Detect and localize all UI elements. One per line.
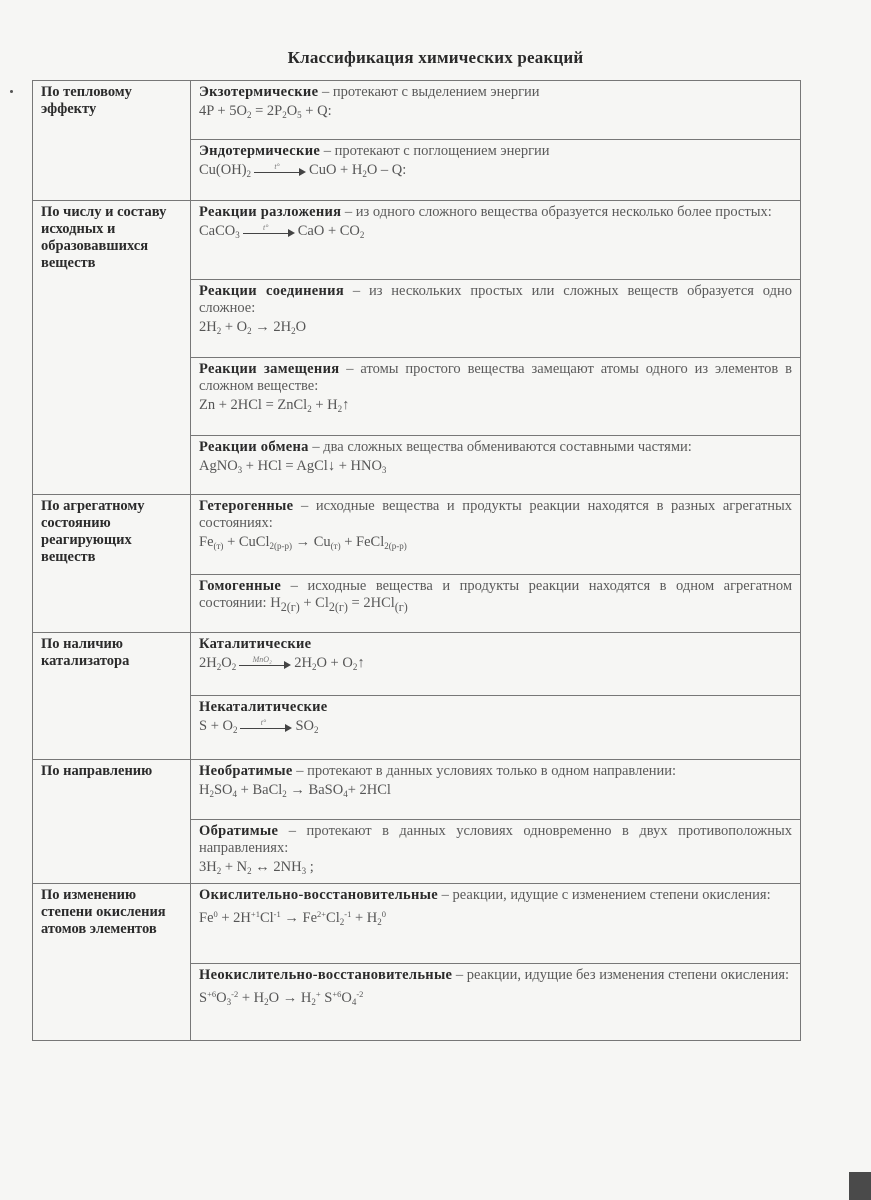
- equation-reactants: CaCO$_3$: [199, 223, 240, 240]
- reaction-equation: [199, 397, 792, 418]
- reaction-equation: [199, 534, 792, 555]
- reaction-type-cell: [191, 760, 801, 820]
- reaction-equation: [199, 782, 792, 803]
- reaction-type-name: Обратимые: [199, 823, 279, 839]
- category-cell: По наличию катализатора: [33, 633, 191, 760]
- reaction-definition: – протекают с поглощением энергии: [320, 143, 550, 159]
- reaction-equation: [199, 458, 792, 479]
- reaction-type-name: Реакции замещения: [199, 361, 340, 377]
- reaction-equation: [199, 906, 792, 931]
- reaction-type-cell: [191, 884, 801, 964]
- reaction-type-cell: [191, 575, 801, 633]
- reaction-type-name: Экзотермические: [199, 84, 319, 100]
- reaction-type-cell: [191, 964, 801, 1041]
- arrow-condition-label: t°: [274, 161, 280, 171]
- reaction-definition: – атомы простого вещества замещают атомы одного из элементов в сложном веществе:: [199, 361, 793, 394]
- reaction-type-cell: [191, 820, 801, 884]
- page-title: Классификация химических реакций: [287, 48, 584, 67]
- reaction-type-name: Необратимые: [199, 763, 293, 779]
- category-cell: По агрегатному состоянию реагирующих веществ: [33, 495, 191, 633]
- reaction-type-cell: [191, 140, 801, 201]
- classification-row: [33, 201, 801, 280]
- reaction-definition: – из одного сложного вещества образуется несколько более простых:: [341, 204, 772, 220]
- reaction-arrow-icon: [240, 717, 292, 732]
- equation-reactants: $Fe^0 + 2H^{+1}Cl^{-1} \to Fe^{2+}Cl_2^{-1} + H_2^0$: [199, 909, 386, 927]
- reaction-type-name: Гетерогенные: [199, 498, 294, 514]
- equation-reactants: $Cu(OH)_2$: [199, 162, 252, 179]
- scan-edge-mark: [849, 1172, 871, 1200]
- reaction-type-name: Реакции обмена: [199, 439, 309, 455]
- equation-reactants: $Fe_{(т)}$ + CuCl$_{2(р-р)}$ → $Cu_{(т)}$ + FeCl$_{2(р-р)}$: [199, 534, 407, 551]
- reaction-type-name: Реакции соединения: [199, 283, 344, 299]
- reaction-definition: – исходные вещества и продукты реакции находятся в разных агрегатных состояниях:: [199, 498, 792, 531]
- equation-reactants: $S^{+6}O_3^{-2} + H_2O \to H_2^+$ $S^{+6}O_4^{-2}$: [199, 989, 364, 1007]
- reaction-equation: [199, 655, 792, 676]
- scan-speck: [10, 90, 13, 93]
- category-cell: По числу и составу исходных и образовавшихся веществ: [33, 201, 191, 495]
- reaction-type-name: Реакции разложения: [199, 204, 342, 220]
- equation-reactants: $H_2SO_4$ + BaCl$_2$ → BaSO$_4$+ 2HCl: [199, 782, 391, 799]
- reaction-type-cell: [191, 495, 801, 575]
- reaction-definition: – реакции, идущие с изменением степени окисления:: [438, 887, 771, 903]
- reaction-definition: – протекают в данных условиях одновременно в двух противоположных направлениях:: [199, 823, 792, 856]
- classification-row: [33, 760, 801, 820]
- reaction-equation: [199, 162, 792, 183]
- reaction-type-cell: [191, 436, 801, 495]
- reaction-definition: – из нескольких простых или сложных веществ образуется одно сложное:: [199, 283, 792, 316]
- category-cell: По изменению степени окисления атомов элементов: [33, 884, 191, 1041]
- classification-table: [32, 80, 801, 1041]
- equation-reactants: $4P + 5O_2 = 2P_2O_5 + Q$:: [199, 103, 332, 120]
- reaction-equation: [199, 986, 792, 1011]
- reaction-type-cell: [191, 696, 801, 760]
- reaction-definition: – протекают с выделением энергии: [318, 84, 540, 100]
- arrow-condition-label: t°: [260, 717, 267, 727]
- reaction-type-cell: [191, 633, 801, 696]
- reaction-type-name: Каталитические: [199, 636, 312, 652]
- classification-row: [33, 495, 801, 575]
- reaction-type-name: Окислительно-восстановительные: [199, 887, 439, 903]
- reaction-type-cell: [191, 81, 801, 140]
- arrow-condition-label: MnO₂: [252, 654, 272, 664]
- reaction-type-cell: [191, 201, 801, 280]
- equation-products: $2H_2O$ + $O_2↑$: [294, 655, 365, 672]
- classification-table-body: [33, 81, 801, 1041]
- reaction-type-name: Неокислительно-восстановительные: [199, 967, 453, 983]
- classification-row: [33, 81, 801, 140]
- reaction-type-name: Некаталитические: [199, 699, 328, 715]
- equation-products: CaO + $CO_2$: [297, 223, 365, 240]
- reaction-arrow-icon: [243, 222, 295, 237]
- category-cell: По тепловому эффекту: [33, 81, 191, 201]
- classification-row: [33, 633, 801, 696]
- reaction-equation: [199, 223, 792, 244]
- reaction-type-cell: [191, 358, 801, 436]
- equation-products: CuO + $H_2O$ – Q:: [309, 162, 407, 179]
- reaction-definition: – реакции, идущие без изменения степени окисления:: [452, 967, 790, 983]
- reaction-equation: [199, 103, 792, 124]
- reaction-definition: – исходные вещества и продукты реакции находятся в одном агрегатном состоянии: $H_{2(г)} + Cl_{2(г)} = 2HCl_{(г)}$: [199, 578, 792, 614]
- arrow-condition-label: t°: [263, 222, 269, 232]
- reaction-definition: – два сложных вещества обмениваются составными частями:: [308, 439, 692, 455]
- classification-row: [33, 884, 801, 964]
- equation-reactants: $2H_2 + O_2 \to 2H_2O$: [199, 319, 307, 336]
- reaction-equation: [199, 319, 792, 340]
- reaction-arrow-icon: [239, 654, 291, 669]
- reaction-equation: [199, 718, 792, 739]
- reaction-definition: – протекают в данных условиях только в одном направлении:: [292, 763, 677, 779]
- equation-reactants: Zn + 2HCl = ZnCl$_2$ + $H_2↑$: [199, 397, 350, 414]
- equation-reactants: $S + O_2$: [199, 718, 238, 735]
- equation-reactants: AgNO$_3$ + HCl = AgCl↓ + $HNO_3$: [199, 458, 387, 475]
- reaction-equation: [199, 859, 792, 880]
- equation-reactants: $2H_2O_2$: [199, 655, 237, 672]
- reaction-type-name: Эндотермические: [199, 143, 321, 159]
- reaction-arrow-icon: [254, 161, 306, 176]
- reaction-type-cell: [191, 280, 801, 358]
- equation-products: $SO_2$: [295, 718, 319, 735]
- reaction-type-name: Гомогенные: [199, 578, 282, 594]
- category-cell: По направлению: [33, 760, 191, 884]
- equation-reactants: $3H_2 + N_2$ ↔ $2NH_3$ ;: [199, 859, 314, 876]
